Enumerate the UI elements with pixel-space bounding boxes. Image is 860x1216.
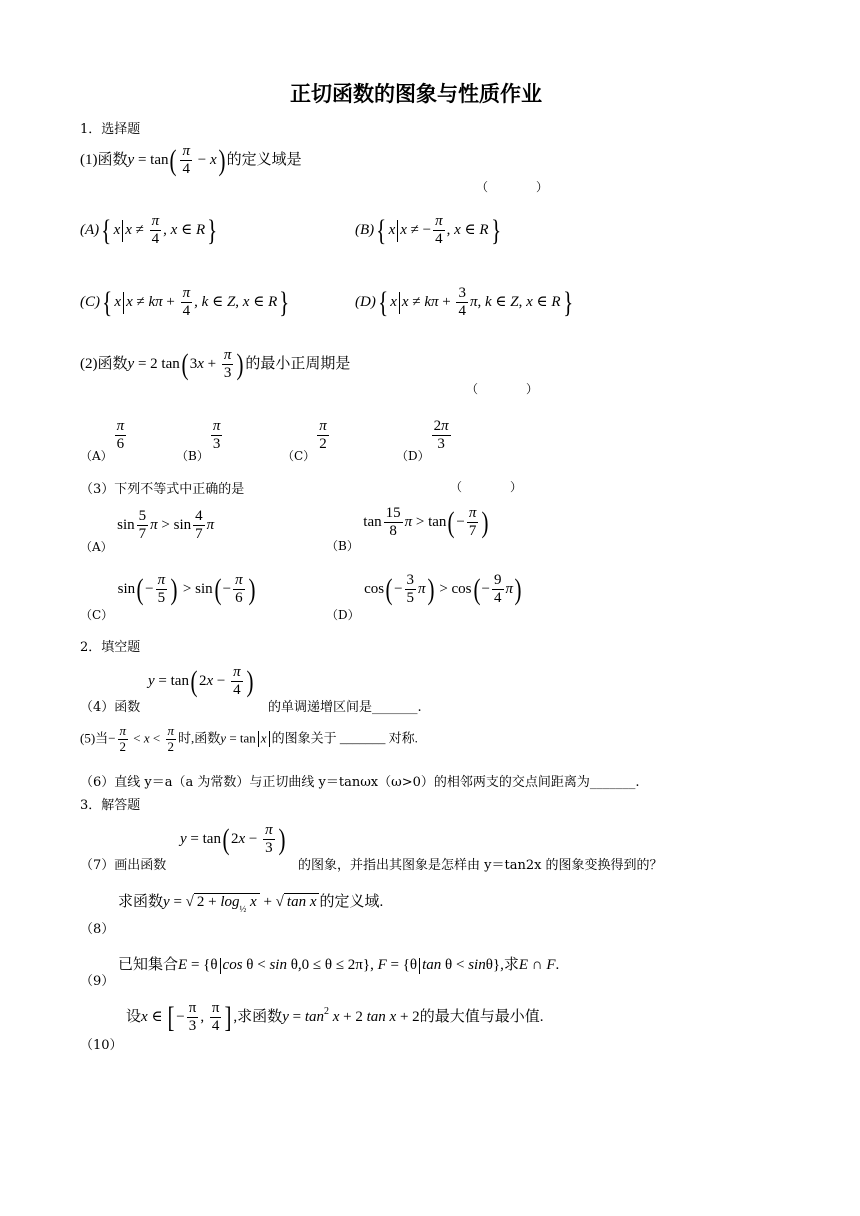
question-8-formula: 求函数y = √ $2 + \log_{\frac{1}{2}} x$ + √ tan x 的定义域. <box>118 894 384 914</box>
question-1-option-c: (C){ x x ≠ kπ + $\frac{\pi}{4}$ , k ∈ Z, x ∈ R} <box>80 285 290 320</box>
question-2-option-a: （A） $\frac{\pi}{6}$ <box>80 418 125 463</box>
question-2-option-c: （C） $\frac{\pi}{2}$ <box>282 418 327 463</box>
question-2-option-d: （D） $\frac{2\pi}{3}$ <box>396 418 449 463</box>
answer-bracket: （ ） <box>450 480 523 494</box>
question-3-option-b: （B） tan $\frac{15}{8}$ π > tan( − $\frac{\pi}{7}$ ) <box>326 505 489 554</box>
answer-bracket: （ ） <box>476 180 549 194</box>
question-7-text: 的图象，并指出其图象是怎样由 y＝tan2x 的图象变换得到的？ <box>298 858 663 873</box>
question-9-formula: 已知集合E = {θ cos θ < sin θ,0 ≤ θ ≤ 2π}, F = {θ tan θ < sinθ},求E ∩ F. <box>118 957 560 973</box>
question-9-label: （9） <box>80 974 115 989</box>
question-2-stem: (2)函数y = 2 tan( 3x + $\frac{\pi}{3}$ ) 的最小正周期是 <box>80 347 351 382</box>
question-2-option-b: （B） $\frac{\pi}{3}$ <box>176 418 221 463</box>
question-1-option-a: (A){ x x ≠ $\frac{\pi}{4}$ , x ∈ R} <box>80 213 218 248</box>
question-3-stem: （3）下列不等式中正确的是 <box>80 482 245 497</box>
question-1-option-b: (B){ x x ≠ − $\frac{\pi}{4}$ , x ∈ R} <box>355 213 501 248</box>
question-10-label: （10） <box>80 1038 123 1053</box>
question-1-stem: (1)函数y = tan( $\frac{\pi}{4}$ − x) 的定义域是 <box>80 143 302 178</box>
question-4-text: 的单调递增区间是_______. <box>268 700 422 715</box>
question-4-formula: y = tan( 2x − $\frac{\pi}{4}$ ) <box>148 664 254 699</box>
page-title: 正切函数的图象与性质作业 <box>290 82 542 106</box>
question-5: (5)当− $\frac{\pi}{2}$ < x < $\frac{\pi}{2}$ 时,函数y = tan x 的图象关于 _______ 对称. <box>80 723 418 754</box>
question-1-option-d: (D){ x x ≠ kπ + $\frac{3}{4}$ π, k ∈ Z, x ∈ R} <box>355 285 573 320</box>
question-8-label: （8） <box>80 922 115 937</box>
question-7-label: （7）画出函数 <box>80 858 167 873</box>
question-3-option-c: （C） sin( − $\frac{\pi}{5}$ ) > sin( − $\frac{\pi}{6}$ ) <box>80 572 256 623</box>
question-10-formula: 设x ∈ [ − $\frac{\pi}{3}$ , $\frac{\pi}{4}$ ] ,求函数$y = \tan^2 x + 2$ tan x + 2的最大值与最小值. <box>126 1000 544 1035</box>
question-3-option-d: （D） cos( − $\frac{3}{5}$ π) > cos( − $\frac{9}{4}$ π) <box>326 572 522 623</box>
question-6: （6）直线 y＝a（a 为常数）与正切曲线 y＝tanωx（ω>0）的相邻两支的交点间距离为_______. <box>80 775 640 790</box>
question-4-label: （4）函数 <box>80 700 141 715</box>
section-heading-fill: 2．填空题 <box>80 640 141 655</box>
answer-bracket: （ ） <box>466 382 539 396</box>
section-heading-choice: 1．选择题 <box>80 122 141 137</box>
question-3-option-a: （A） sin $\frac{5}{7}$ π > sin $\frac{4}{7}$ π <box>80 508 215 555</box>
question-7-formula: y = tan( 2x − $\frac{\pi}{3}$ ) <box>180 822 286 857</box>
section-heading-answer: 3．解答题 <box>80 798 141 813</box>
